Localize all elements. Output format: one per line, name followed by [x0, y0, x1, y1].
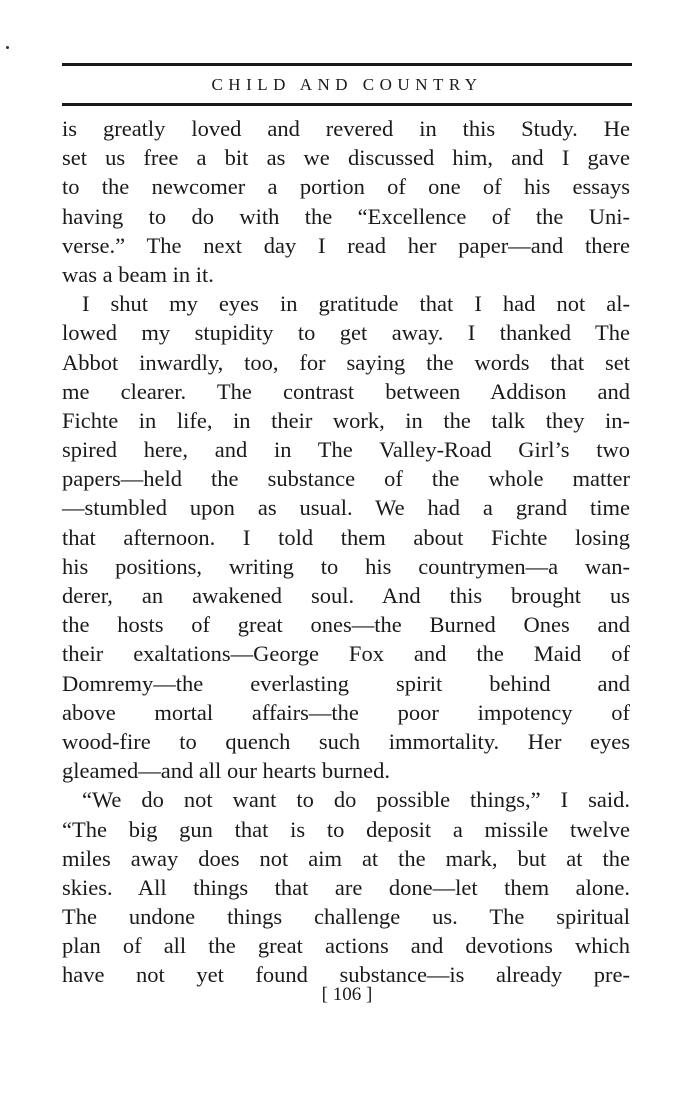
- page-number: [ 106 ]: [321, 984, 373, 1005]
- text-line: having to do with the “Excellence of the Uni-: [62, 203, 630, 229]
- text-line: his positions, writing to his countrymen—a wan-: [62, 553, 630, 579]
- stray-mark: [6, 46, 9, 49]
- text-line: the hosts of great ones—the Burned Ones and: [62, 612, 630, 638]
- text-line: to the newcomer a portion of one of his essays: [62, 174, 630, 200]
- text-line: skies. All things that are done—let them alone.: [62, 874, 630, 900]
- text-line: wood-fire to quench such immortality. Her eyes: [62, 728, 630, 754]
- text-line: gleamed—and all our hearts burned.: [62, 758, 391, 784]
- text-line: papers—held the substance of the whole matter: [62, 466, 630, 492]
- text-line: —stumbled upon as usual. We had a grand time: [62, 495, 630, 521]
- text-line: Fichte in life, in their work, in the talk they in-: [62, 407, 630, 433]
- text-line: derer, an awakened soul. And this brought us: [62, 583, 630, 608]
- text-line: “The big gun that is to deposit a missile twelve: [62, 816, 630, 842]
- text-line: Domremy—the everlasting spirit behind and: [62, 670, 630, 696]
- text-line: Abbot inwardly, too, for saying the words that set: [62, 349, 630, 375]
- text-line: set us free a bit as we discussed him, and I gave: [62, 145, 630, 171]
- running-title: CHILD AND COUNTRY: [211, 75, 483, 94]
- body-text: [62, 114, 630, 990]
- header-rule-bottom: [62, 103, 632, 106]
- text-line: is greatly loved and revered in this Study. He: [62, 116, 630, 141]
- text-line: The undone things challenge us. The spiritual: [62, 904, 630, 930]
- text-line: that afternoon. I told them about Fichte losing: [62, 524, 630, 550]
- text-line: miles away does not aim at the mark, but at the: [62, 845, 630, 871]
- text-line: their exaltations—George Fox and the Maid of: [62, 641, 630, 667]
- text-line: plan of all the great actions and devotions which: [62, 933, 630, 959]
- text-line: “We do not want to do possible things,” I said.: [82, 787, 630, 813]
- text-line: was a beam in it.: [62, 261, 214, 287]
- header-rule-top: [62, 63, 632, 66]
- text-line: spired here, and in The Valley-Road Girl’s two: [62, 437, 630, 463]
- text-line: have not yet found substance—is already pre-: [62, 962, 630, 988]
- text-line: I shut my eyes in gratitude that I had not al-: [82, 291, 630, 317]
- text-line: verse.” The next day I read her paper—and there: [62, 232, 630, 258]
- text-line: lowed my stupidity to get away. I thanked The: [62, 320, 630, 346]
- text-line: above mortal affairs—the poor impotency of: [62, 699, 630, 725]
- text-line: me clearer. The contrast between Addison and: [62, 378, 630, 404]
